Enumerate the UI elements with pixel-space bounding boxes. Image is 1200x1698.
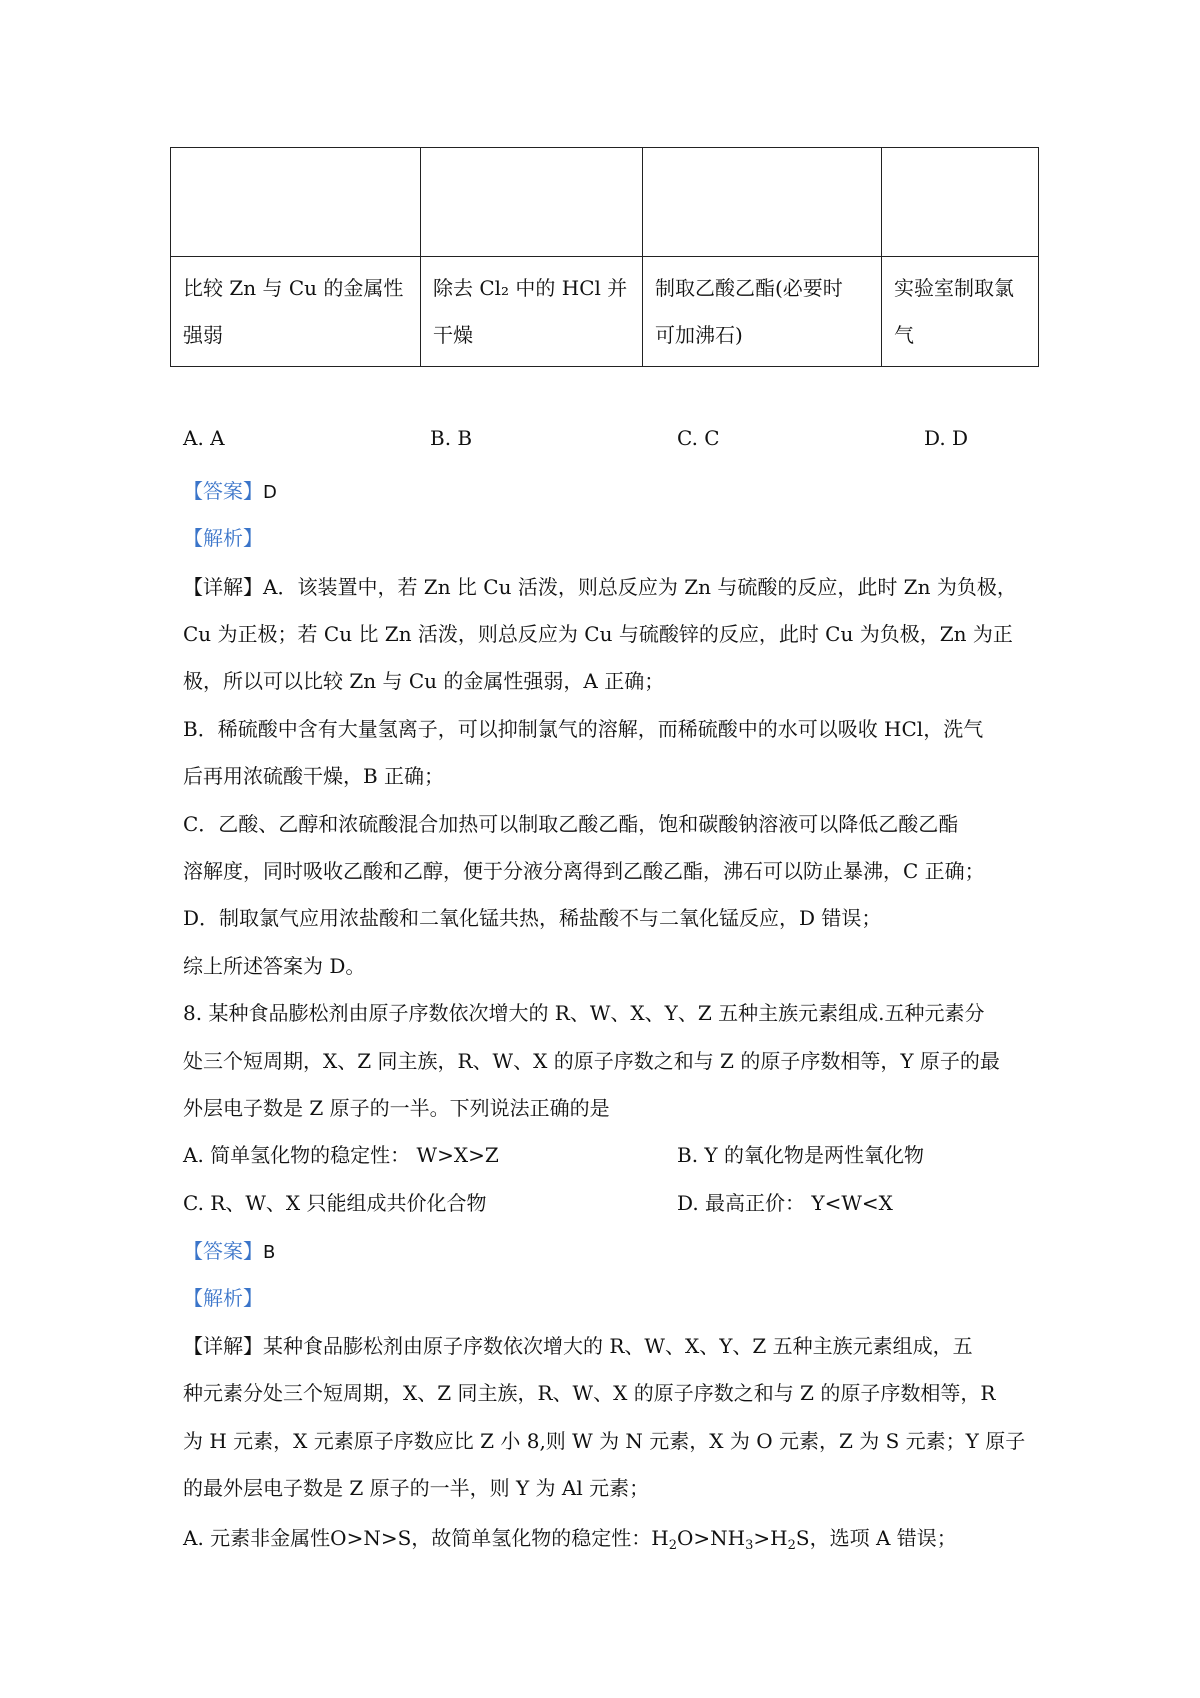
q8-detail-line: 为 H 元素，X 元素原子序数应比 Z 小 8,则 W 为 N 元素，X 为 O 元素，Z 为 S 元素；Y 原子 xyxy=(183,1429,1026,1453)
answer-tag: 【答案】 xyxy=(183,479,263,503)
q8-option-a-analysis: A. 元素非金属性O>N>S，故简单氢化物的稳定性：$H_2O>NH_3>H_2S$，选项 A 错误； xyxy=(183,1526,957,1553)
q8-detail-line: 种元素分处三个短周期，X、Z 同主族，R、W、X 的原子序数之和与 Z 的原子序数相等，R xyxy=(183,1381,996,1405)
q8-stem-line: 处三个短周期，X、Z 同主族，R、W、X 的原子序数之和与 Z 的原子序数相等，Y 原子的最 xyxy=(183,1049,1000,1073)
apparatus-cell-b xyxy=(421,148,643,257)
q7-detail-line: 极，所以可以比较 Zn 与 Cu 的金属性强弱，A 正确； xyxy=(183,669,665,693)
apparatus-cell-a xyxy=(171,148,421,257)
q7-detail-line: 【详解】A．该装置中，若 Zn 比 Cu 活泼，则总反应为 Zn 与硫酸的反应，此时 Zn 为负极， xyxy=(183,575,1017,599)
answer-value: D xyxy=(263,482,277,503)
apparatus-cell-c xyxy=(643,148,882,257)
q7-detail-line: D．制取氯气应用浓盐酸和二氧化锰共热，稀盐酸不与二氧化锰反应，D 错误； xyxy=(183,906,882,930)
q8-option-b: B. Y 的氧化物是两性氧化物 xyxy=(677,1143,924,1167)
q7-detail-line: B．稀硫酸中含有大量氢离子，可以抑制氯气的溶解，而稀硫酸中的水可以吸收 HCl，洗气 xyxy=(183,717,984,741)
q8-option-a: A. 简单氢化物的稳定性： W>X>Z xyxy=(183,1143,499,1167)
q8-answer xyxy=(183,1236,275,1268)
q8-stem-line: 8. 某种食品膨松剂由原子序数依次增大的 R、W、X、Y、Z 五种主族元素组成.五种元素分 xyxy=(183,1001,985,1025)
hydride-formula: $H_2O>NH_3>H_2S$ xyxy=(651,1526,810,1553)
q7-analysis-tag: 【解析】 xyxy=(183,526,263,550)
answer-value: B xyxy=(263,1242,276,1263)
q8-analysis-tag: 【解析】 xyxy=(183,1286,263,1310)
q8-detail-line: 的最外层电子数是 Z 原子的一半，则 Y 为 Al 元素； xyxy=(183,1476,650,1500)
q7-conclusion: 综上所述答案为 D。 xyxy=(183,954,366,978)
q7-detail-line: C．乙酸、乙醇和浓硫酸混合加热可以制取乙酸乙酯，饱和碳酸钠溶液可以降低乙酸乙酯 xyxy=(183,812,959,836)
q7-option-b: B. B xyxy=(430,426,473,450)
caption-cell-d: 实验室制取氯 气 xyxy=(882,257,1039,367)
caption-cell-b: 除去 Cl₂ 中的 HCl 并 干燥 xyxy=(421,257,643,367)
q7-detail-line: 后再用浓硫酸干燥，B 正确； xyxy=(183,764,445,788)
detail-tag: 【详解】 xyxy=(183,575,263,599)
apparatus-image-row xyxy=(171,148,1039,257)
caption-row xyxy=(171,257,1039,367)
q8-stem-line: 外层电子数是 Z 原子的一半。下列说法正确的是 xyxy=(183,1096,610,1120)
q8-option-d: D. 最高正价： Y<W<X xyxy=(677,1191,893,1215)
apparatus-cell-d xyxy=(882,148,1039,257)
detail-tag: 【详解】 xyxy=(183,1334,263,1358)
q7-detail-line: 溶解度，同时吸收乙酸和乙醇，便于分液分离得到乙酸乙酯，沸石可以防止暴沸，C 正确； xyxy=(183,859,985,883)
answer-tag: 【答案】 xyxy=(183,1239,263,1263)
caption-cell-c: 制取乙酸乙酯(必要时 可加沸石) xyxy=(643,257,882,367)
q7-option-c: C. C xyxy=(677,426,720,450)
nonmetal-order: O>N>S xyxy=(330,1526,412,1550)
experiment-table xyxy=(170,147,1039,367)
q8-option-c: C. R、W、X 只能组成共价化合物 xyxy=(183,1191,487,1215)
q7-option-a: A. A xyxy=(183,426,225,450)
caption-cell-a: 比较 Zn 与 Cu 的金属性 强弱 xyxy=(171,257,421,367)
q7-option-d: D. D xyxy=(924,426,969,450)
q7-detail-line: Cu 为正极；若 Cu 比 Zn 活泼，则总反应为 Cu 与硫酸锌的反应，此时 Cu 为负极，Zn 为正 xyxy=(183,622,1013,646)
q7-options xyxy=(0,426,1200,458)
q7-answer xyxy=(183,476,277,508)
q8-detail-line: 【详解】某种食品膨松剂由原子序数依次增大的 R、W、X、Y、Z 五种主族元素组成，五 xyxy=(183,1334,973,1358)
